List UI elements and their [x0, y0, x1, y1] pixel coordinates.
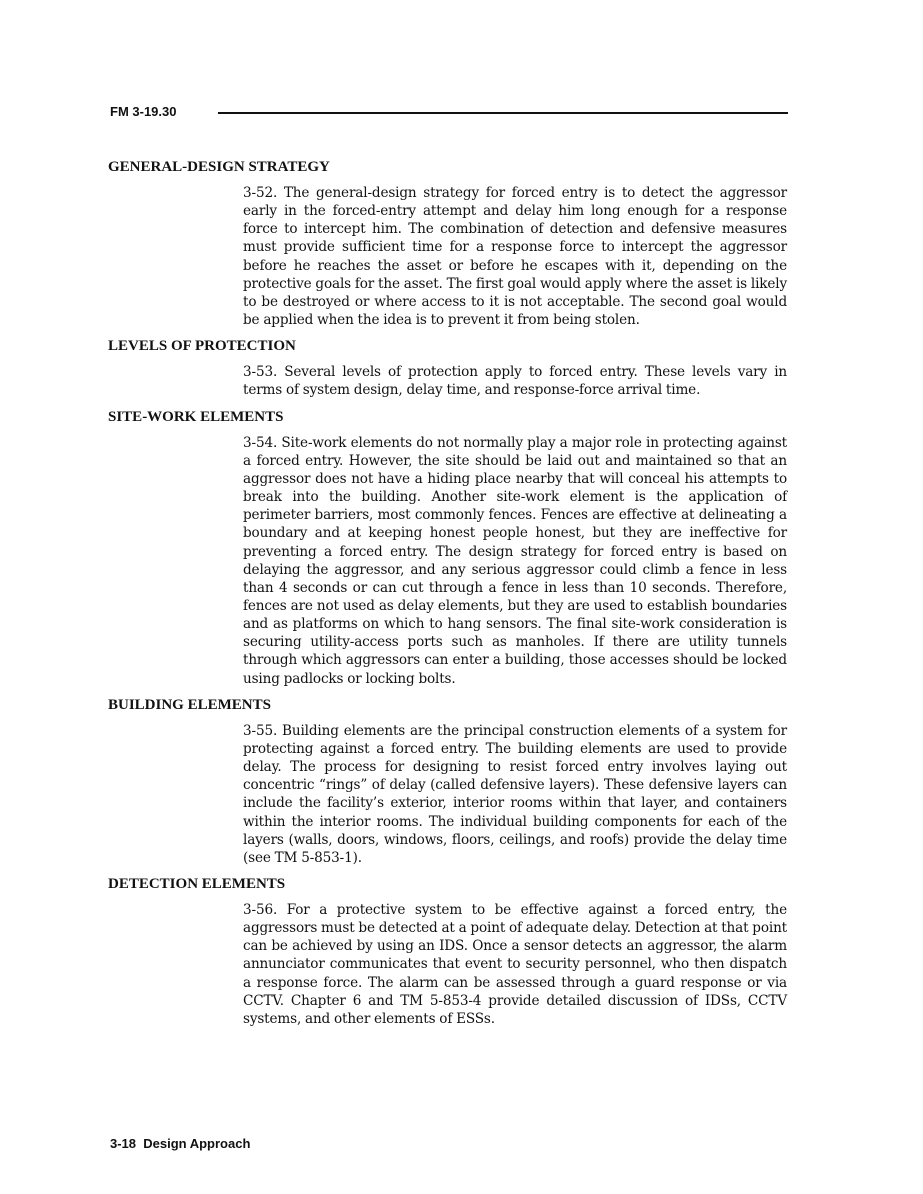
header-rule [218, 112, 788, 114]
section-paragraph: 3-53. Several levels of protection apply to forced entry. These levels vary in terms of system design, delay time, and response-force arrival time. [243, 364, 787, 399]
manual-id: FM 3-19.30 [110, 104, 177, 119]
section-paragraph: 3-55. Building elements are the principal construction elements of a system for protecting against a forced entry. The building elements are used to provide delay. The process for designing to resist forced entry involves laying out concentric “rings” of delay (called defensive layers). These defensive layers can include the facility’s exterior, interior rooms within that layer, and containers within the interior rooms. The individual building components for each of the layers (walls, doors, windows, floors, ceilings, and roofs) provide the delay time (see TM 5-853-1). [243, 722, 787, 866]
section-paragraph: 3-56. For a protective system to be effective against a forced entry, the aggressors must be detected at a point of adequate delay. Detection at that point can be achieved by using an IDS. Once a sensor detects an aggressor, the alarm annunciator communicates that event to security personnel, who then dispatch a response force. The alarm can be assessed through a guard response or via CCTV. Chapter 6 and TM 5-853-4 provide detailed discussion of IDSs, CCTV systems, and other elements of ESSs. [243, 902, 787, 1027]
page-header [110, 104, 788, 124]
section-detection-elements [108, 875, 788, 1028]
section-site-work-elements [108, 408, 788, 688]
section-paragraph: 3-52. The general-design strategy for forced entry is to detect the aggressor early in the forced-entry attempt and delay him long enough for a response force to intercept him. The combination of detection and defensive measures must provide sufficient time for a response force to intercept the aggressor before he reaches the asset or before he escapes with it, depending on the protective goals for the asset. The first goal would apply where the asset is likely to be destroyed or where access to it is not acceptable. The second goal would be applied when the idea is to prevent it from being stolen. [243, 185, 787, 329]
section-heading: DETECTION ELEMENTS [108, 876, 286, 892]
section-heading: LEVELS OF PROTECTION [108, 338, 296, 355]
page-footer: 3-18 Design Approach [110, 1136, 251, 1151]
section-heading: BUILDING ELEMENTS [108, 696, 271, 713]
section-paragraph: 3-54. Site-work elements do not normally play a major role in protecting against a forced entry. However, the site should be laid out and maintained so that an aggressor does not have a hiding place nearby that will conceal his attempts to break into the building. Another site-work element is the application of perimeter barriers, most commonly fences. Fences are effective at delineating a boundary and at keeping honest people honest, but they are ineffective for preventing a forced entry. The design strategy for forced entry is based on delaying the aggressor, and any serious aggressor could climb a fence in less than 4 seconds or can cut through a fence in less than 10 seconds. Therefore, fences are not used as delay elements, but they are used to establish boundaries and as platforms on which to hang sensors. The final site-work consideration is securing utility-access ports such as manholes. If there are utility tunnels through which aggressors can enter a building, those accesses should be locked using padlocks or locking bolts. [243, 434, 787, 687]
section-levels-of-protection [108, 337, 788, 399]
page-content [108, 158, 788, 1036]
section-general-design-strategy [108, 158, 788, 329]
section-heading: SITE-WORK ELEMENTS [108, 408, 284, 425]
section-building-elements [108, 696, 788, 867]
section-heading: GENERAL-DESIGN STRATEGY [108, 159, 330, 175]
